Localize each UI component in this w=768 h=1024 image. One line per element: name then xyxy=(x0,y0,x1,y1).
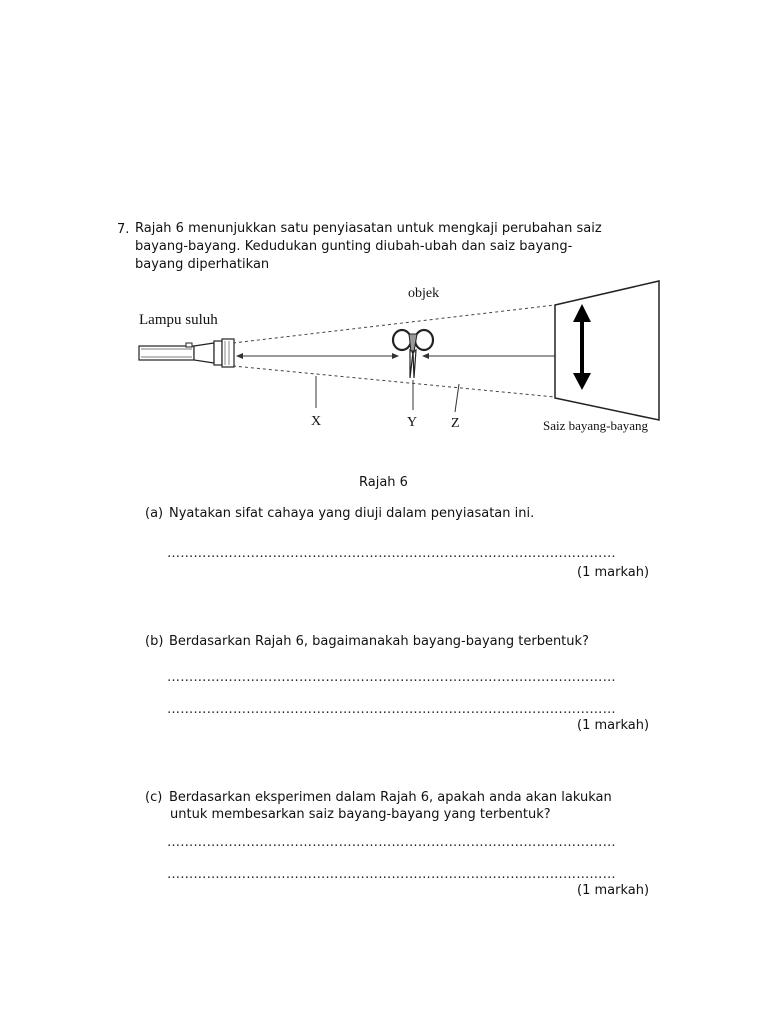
part-b-label: (b) xyxy=(145,634,164,649)
answer-line: ………………………………………………………………………………………… xyxy=(167,670,616,685)
question-intro-line-3: bayang diperhatikan xyxy=(135,257,270,272)
distance-arrow-left xyxy=(236,353,399,359)
part-c-question-line-2: untuk membesarkan saiz bayang-bayang yang terbentuk? xyxy=(170,807,551,822)
answer-line: ………………………………………………………………………………………… xyxy=(167,835,616,850)
distance-arrow-right xyxy=(422,353,567,359)
torch-label: Lampu suluh xyxy=(139,312,218,328)
part-c-question-line-1: Berdasarkan eksperimen dalam Rajah 6, apakah anda akan lakukan xyxy=(169,790,612,805)
leader-line-z xyxy=(455,384,459,412)
part-a-label: (a) xyxy=(145,506,164,521)
flashlight-icon xyxy=(139,339,234,367)
object-label: objek xyxy=(408,286,440,301)
figure-caption: Rajah 6 xyxy=(359,475,408,490)
marks-label: (1 markah) xyxy=(577,883,650,898)
answer-line: ………………………………………………………………………………………… xyxy=(167,702,616,717)
marks-label: (1 markah) xyxy=(577,718,650,733)
question-number: 7. xyxy=(117,222,130,237)
label-x: X xyxy=(311,414,322,429)
question-intro-line-2: bayang-bayang. Kedudukan gunting diubah-ubah dan saiz bayang- xyxy=(135,239,573,254)
question-intro-line-1: Rajah 6 menunjukkan satu penyiasatan untuk mengkaji perubahan saiz xyxy=(135,221,602,236)
answer-line: ………………………………………………………………………………………… xyxy=(167,546,616,561)
marks-label: (1 markah) xyxy=(577,565,650,580)
lower-light-ray xyxy=(233,366,565,398)
part-b-question: Berdasarkan Rajah 6, bagaimanakah bayang-bayang terbentuk? xyxy=(169,634,589,649)
label-y: Y xyxy=(407,415,418,430)
part-c-label: (c) xyxy=(145,790,163,805)
screen xyxy=(555,281,659,420)
label-z: Z xyxy=(451,416,460,431)
shadow-size-label: Saiz bayang-bayang xyxy=(543,418,649,433)
part-a-question: Nyatakan sifat cahaya yang diuji dalam penyiasatan ini. xyxy=(169,506,535,521)
answer-line: ………………………………………………………………………………………… xyxy=(167,867,616,882)
